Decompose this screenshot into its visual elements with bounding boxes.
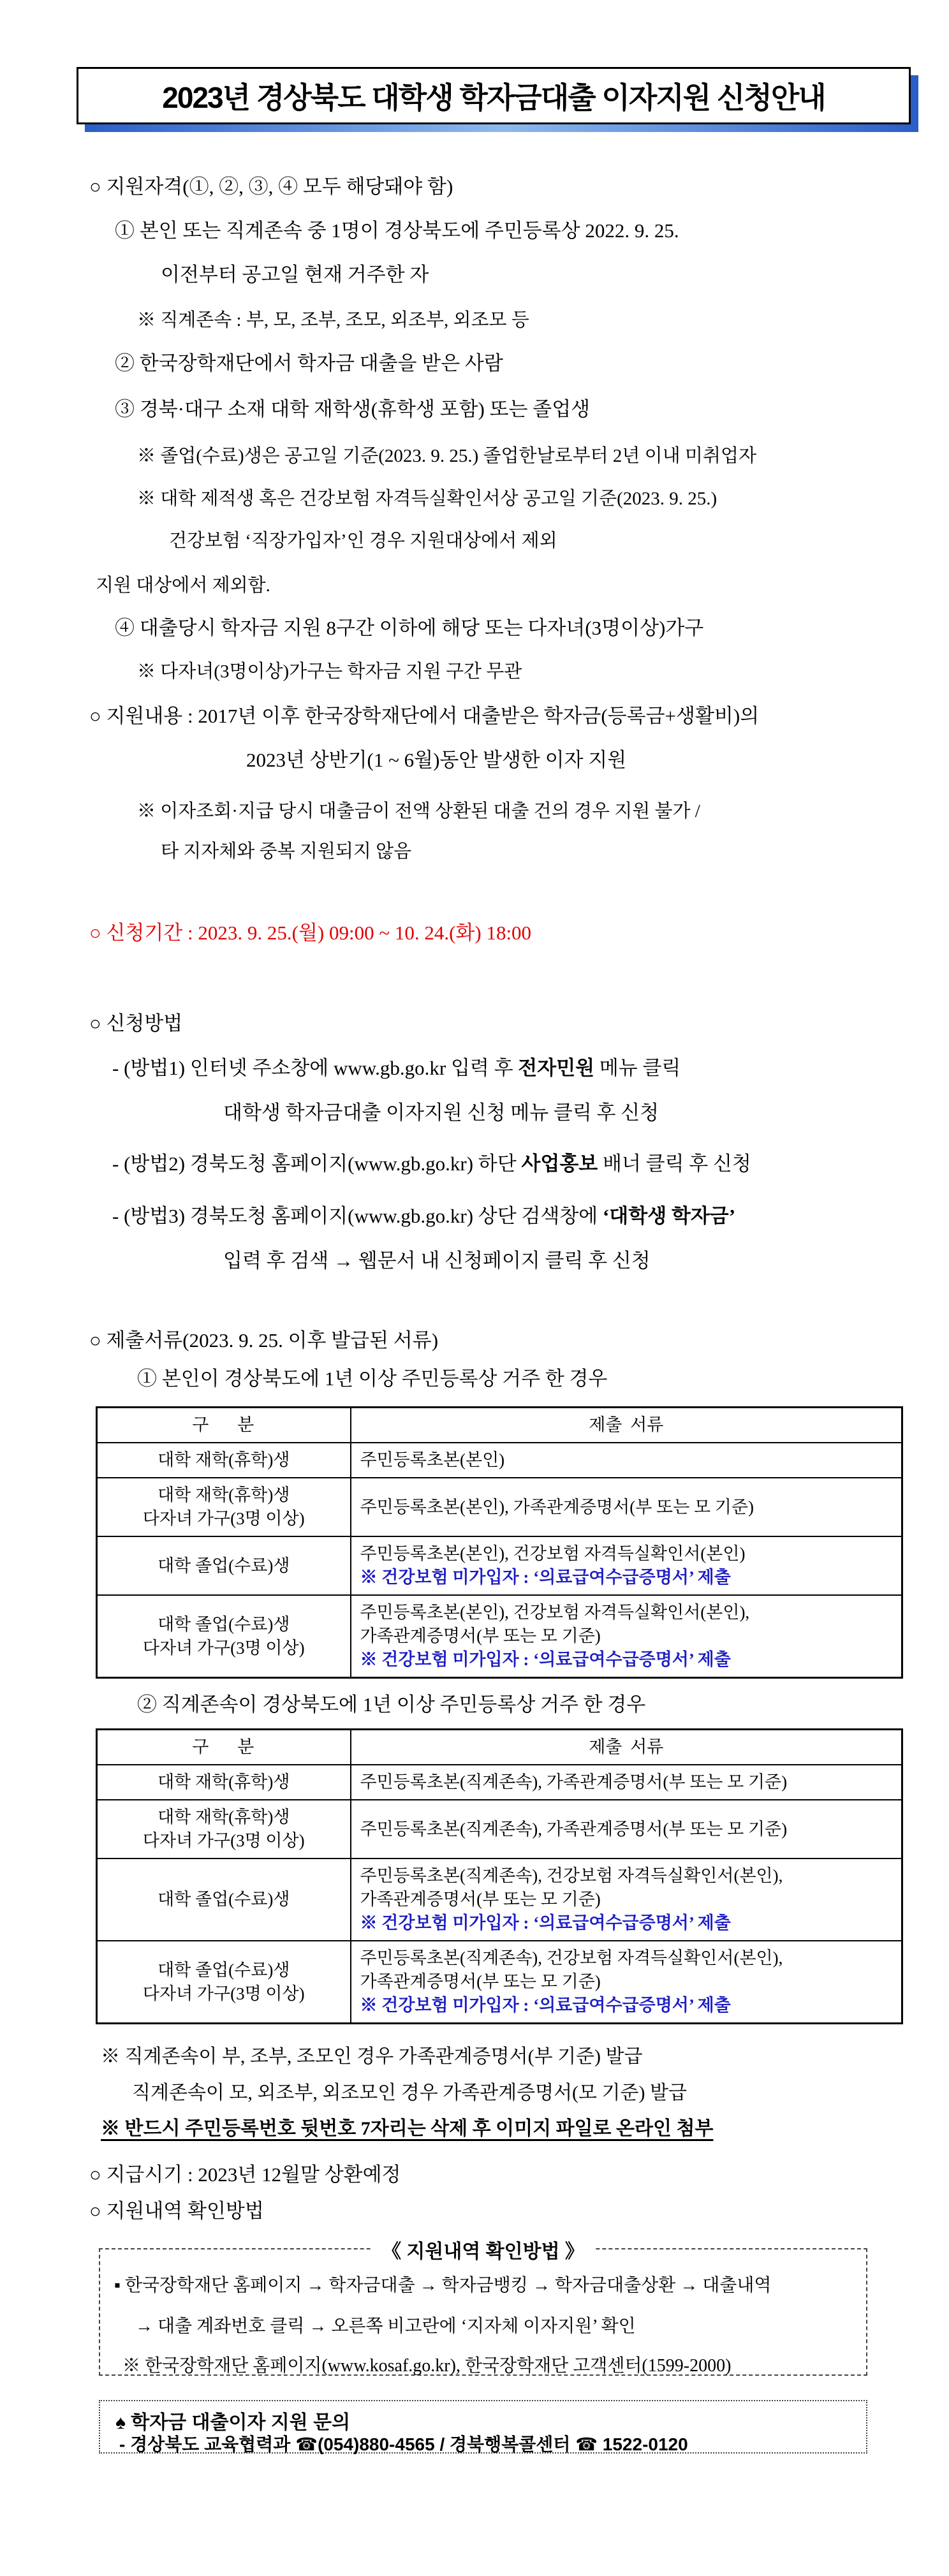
table1-r4-category [97, 1595, 351, 1678]
title-box [77, 67, 911, 124]
method-2-suffix: 배너 클릭 후 신청 [598, 1152, 751, 1175]
method-3-prefix: - (방법3) 경북도청 홈페이지(www.gb.go.kr) 상단 검색창에 [112, 1205, 603, 1227]
eligibility-heading: ○ 지원자격(①, ②, ③, ④ 모두 해당돼야 함) [89, 175, 453, 198]
table2-r1-docs: 주민등록초본(직계존속), 가족관계증명서(부 또는 모 기준) [351, 1765, 902, 1800]
table1-r1-category: 대학 재학(휴학)생 [97, 1443, 351, 1478]
table1-header-docs: 제출 서류 [351, 1408, 902, 1443]
documents-note2: ※ 반드시 주민등록번호 뒷번호 7자리는 삭제 후 이미지 파일로 온라인 첨부 [101, 2118, 714, 2139]
table1-r3-docs [351, 1536, 902, 1595]
support-heading-line1: ○ 지원내용 : 2017년 이후 한국장학재단에서 대출받은 학자금(등록금+생활비)의 [89, 705, 760, 727]
eligibility-item3-note1: ※ 졸업(수료)생은 공고일 기준(2023. 9. 25.) 졸업한날로부터 2년 이내 미취업자 [137, 446, 756, 466]
documents-table-self [96, 1406, 903, 1679]
method-3-bold: ‘대학생 학자금’ [602, 1205, 736, 1227]
table1-r2-category-line2: 다자녀 가구(3명 이상) [142, 1509, 305, 1528]
table-row [97, 1765, 902, 1800]
table1-r4-category-line1: 대학 졸업(수료)생 [158, 1614, 290, 1634]
table1-r3-docs-line1: 주민등록초본(본인), 건강보험 자격득실확인서(본인) [360, 1544, 746, 1563]
table1-r3-note: ※ 건강보험 미가입자 : ‘의료급여수급증명서’ 제출 [360, 1568, 731, 1587]
table2-r4-docs [351, 1941, 902, 2024]
table1-r2-docs: 주민등록초본(본인), 가족관계증명서(부 또는 모 기준) [351, 1478, 902, 1536]
table2-r4-category-line2: 다자녀 가구(3명 이상) [142, 1984, 305, 2003]
table-row [97, 1941, 902, 2024]
method-2-line [112, 1150, 751, 1178]
table2-header-category: 구 분 [97, 1730, 351, 1765]
method-1-prefix: - (방법1) 인터넷 주소창에 www.gb.go.kr 입력 후 [112, 1057, 519, 1079]
table2-r4-docs-line1: 주민등록초본(직계존속), 건강보험 자격득실확인서(본인), [360, 1948, 783, 1968]
table2-r2-category-line1: 대학 재학(휴학)생 [158, 1807, 290, 1827]
page-title: 2023년 경상북도 대학생 학자금대출 이자지원 신청안내 [162, 81, 825, 114]
table2-r3-docs-line2: 가족관계증명서(부 또는 모 기준) [360, 1890, 601, 1909]
table-row [97, 1595, 902, 1678]
table2-r4-category [97, 1941, 351, 2024]
check-method-box [99, 2241, 867, 2376]
contact-box [99, 2400, 867, 2454]
table2-r4-category-line1: 대학 졸업(수료)생 [158, 1960, 290, 1980]
eligibility-item3-note2-line1: ※ 대학 제적생 혹은 건강보험 자격득실확인서상 공고일 기준(2023. 9. 25.) [137, 489, 717, 509]
table1-r4-docs-line1: 주민등록초본(본인), 건강보험 자격득실확인서(본인), [360, 1603, 750, 1622]
table-row [97, 1800, 902, 1858]
documents-case2: ② 직계존속이 경상북도에 1년 이상 주민등록상 거주 한 경우 [137, 1693, 646, 1716]
table2-r3-note: ※ 건강보험 미가입자 : ‘의료급여수급증명서’ 제출 [360, 1913, 731, 1932]
table-header-row [97, 1730, 902, 1765]
table1-r4-category-line2: 다자녀 가구(3명 이상) [142, 1638, 305, 1658]
documents-case1: ① 본인이 경상북도에 1년 이상 주민등록상 거주 한 경우 [137, 1367, 608, 1390]
payment-timing-line: ○ 지급시기 : 2023년 12월말 상환예정 [89, 2163, 401, 2186]
method-1-line [112, 1054, 680, 1082]
support-note-line2: 타 지자체와 중복 지원되지 않음 [161, 841, 412, 862]
table2-r4-note: ※ 건강보험 미가입자 : ‘의료급여수급증명서’ 제출 [360, 1996, 731, 2015]
contact-heading: ♠ 학자금 대출이자 지원 문의 [115, 2412, 351, 2433]
table1-r2-category-line1: 대학 재학(휴학)생 [158, 1485, 290, 1505]
method-2-prefix: - (방법2) 경북도청 홈페이지(www.gb.go.kr) 하단 [112, 1152, 522, 1175]
table2-r3-category: 대학 졸업(수료)생 [97, 1858, 351, 1941]
table-row [97, 1443, 902, 1478]
documents-table-family [96, 1728, 903, 2024]
eligibility-item3: ③ 경북·대구 소재 대학 재학생(휴학생 포함) 또는 졸업생 [115, 398, 591, 420]
eligibility-item2: ② 한국장학재단에서 학자금 대출을 받은 사람 [115, 352, 503, 374]
contact-line: - 경상북도 교육협력과 ☎(054)880-4565 / 경북행복콜센터 ☎ 1522-0120 [119, 2434, 688, 2454]
table-header-row [97, 1408, 902, 1443]
eligibility-item1-line1: ① 본인 또는 직계존속 중 1명이 경상북도에 주민등록상 2022. 9. 25. [115, 219, 679, 242]
check-box-line1: ▪ 한국장학재단 홈페이지 → 학자금대출 → 학자금뱅킹 → 학자금대출상환 → 대출내역 [114, 2276, 772, 2295]
method-3-line [112, 1202, 735, 1230]
eligibility-item1-note: ※ 직계존속 : 부, 모, 조부, 조모, 외조부, 외조모 등 [137, 310, 529, 330]
application-period-line: ○ 신청기간 : 2023. 9. 25.(월) 09:00 ~ 10. 24.(화) 18:00 [89, 922, 532, 944]
check-box-title: 《 지원내역 확인방법 》 [372, 2235, 594, 2263]
eligibility-item3-note2-line3: 지원 대상에서 제외함. [96, 575, 270, 596]
table-row [97, 1858, 902, 1941]
table2-header-docs: 제출 서류 [351, 1730, 902, 1765]
check-box-line2: → 대출 계좌번호 클릭 → 오른쪽 비고란에 ‘지자체 이자지원’ 확인 [135, 2316, 636, 2336]
method-1-line2: 대학생 학자금대출 이자지원 신청 메뉴 클릭 후 신청 [223, 1101, 659, 1124]
table-row [97, 1536, 902, 1595]
check-box-line3: ※ 한국장학재단 홈페이지(www.kosaf.go.kr), 한국장학재단 고객센터(1599-2000) [122, 2356, 732, 2376]
documents-heading: ○ 제출서류(2023. 9. 25. 이후 발급된 서류) [89, 1329, 439, 1351]
table1-r4-note: ※ 건강보험 미가입자 : ‘의료급여수급증명서’ 제출 [360, 1650, 731, 1669]
table2-r1-category: 대학 재학(휴학)생 [97, 1765, 351, 1800]
method-heading: ○ 신청방법 [89, 1012, 183, 1034]
check-method-heading: ○ 지원내역 확인방법 [89, 2200, 264, 2222]
eligibility-item1-line2: 이전부터 공고일 현재 거주한 자 [161, 263, 429, 286]
table1-r3-category: 대학 졸업(수료)생 [97, 1536, 351, 1595]
method-3-line2: 입력 후 검색 → 웹문서 내 신청페이지 클릭 후 신청 [223, 1249, 651, 1272]
table2-r2-category [97, 1800, 351, 1858]
eligibility-item4: ④ 대출당시 학자금 지원 8구간 이하에 해당 또는 다자녀(3명이상)가구 [115, 617, 704, 639]
table1-r4-docs [351, 1595, 902, 1678]
documents-note1-line1: ※ 직계존속이 부, 조부, 조모인 경우 가족관계증명서(부 기준) 발급 [101, 2046, 643, 2067]
table1-r4-docs-line2: 가족관계증명서(부 또는 모 기준) [360, 1626, 601, 1645]
table2-r3-docs-line1: 주민등록초본(직계존속), 건강보험 자격득실확인서(본인), [360, 1866, 783, 1885]
table2-r3-docs [351, 1858, 902, 1941]
table1-header-category: 구 분 [97, 1408, 351, 1443]
eligibility-item4-note: ※ 다자녀(3명이상)가구는 학자금 지원 구간 무관 [137, 661, 522, 682]
table2-r2-category-line2: 다자녀 가구(3명 이상) [142, 1831, 305, 1850]
table-row [97, 1478, 902, 1536]
table1-r2-category [97, 1478, 351, 1536]
documents-note1-line2: 직계존속이 모, 외조부, 외조모인 경우 가족관계증명서(모 기준) 발급 [132, 2082, 687, 2103]
table2-r2-docs: 주민등록초본(직계존속), 가족관계증명서(부 또는 모 기준) [351, 1800, 902, 1858]
method-1-suffix: 메뉴 클릭 [594, 1057, 681, 1079]
eligibility-item3-note2-line2: 건강보험 ‘직장가입자’인 경우 지원대상에서 제외 [169, 531, 557, 551]
table2-r4-docs-line2: 가족관계증명서(부 또는 모 기준) [360, 1972, 601, 1991]
method-2-bold: 사업홍보 [521, 1152, 598, 1175]
support-heading-line2: 2023년 상반기(1 ~ 6월)동안 발생한 이자 지원 [246, 749, 627, 771]
support-note-line1: ※ 이자조회·지급 당시 대출금이 전액 상환된 대출 건의 경우 지원 불가 / [137, 801, 700, 821]
method-1-bold: 전자민원 [518, 1057, 595, 1079]
table1-r1-docs: 주민등록초본(본인) [351, 1443, 902, 1478]
